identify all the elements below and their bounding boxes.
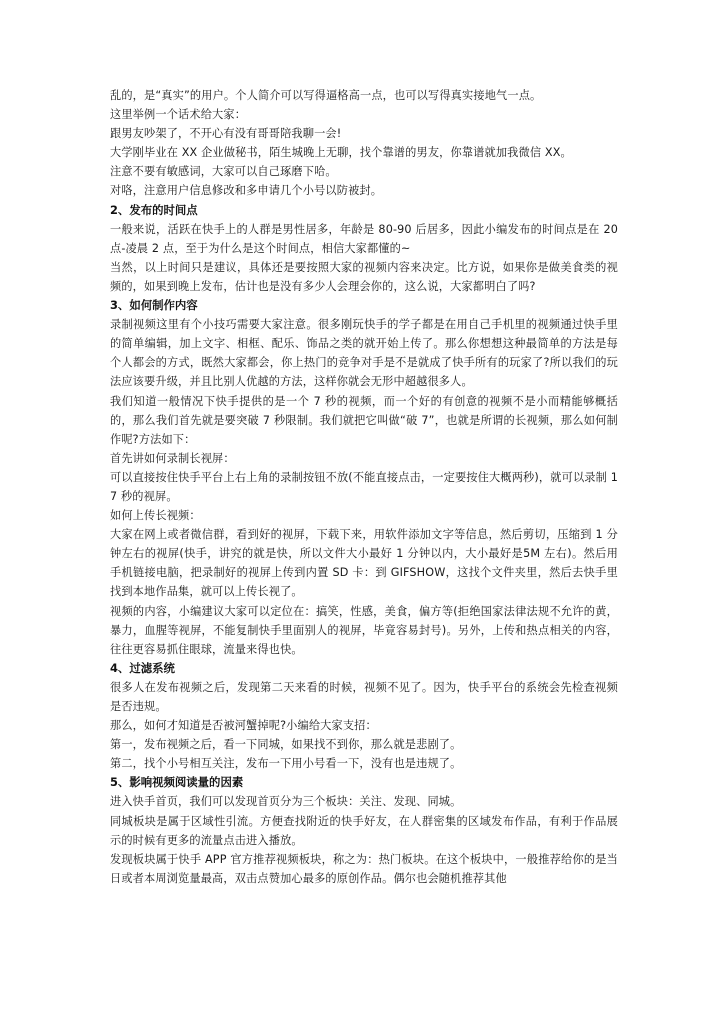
- paragraph-content-types: 视频的内容，小编建议大家可以定位在：搞笑，性感，美食，偏方等(拒绝国家法律法规不允许的黄，暴力，血腥等视屏，不能复制快手里面别人的视屏，毕竟容易封号)。另外，上传和热点相关的内容，往往更容易抓住眼球，流量来得也快。: [110, 604, 618, 656]
- paragraph-example-lead: 这里举例一个话术给大家：: [110, 108, 247, 122]
- paragraph-example-2: 大学刚毕业在 XX 企业做秘书，陌生城晚上无聊，找个靠谱的男友，你靠谱就加我微信 XX。: [110, 146, 572, 160]
- document-page: [110, 86, 618, 888]
- paragraph-intro-tail: 乱的，是“真实”的用户。个人简介可以写得逼格高一点，也可以写得真实接地气一点。: [110, 89, 542, 102]
- heading-publish-time: 2、发布的时间点: [110, 202, 198, 217]
- paragraph-local-section: 同城板块是属于区域性引流。方便查找附近的快手好友，在人群密集的区域发布作品，有利于作品展示的时候有更多的流量点击进入播放。: [110, 814, 618, 847]
- paragraph-filter-system: 很多人在发布视频之后，发现第二天来看的时候，视频不见了。因为，快手平台的系统会先检查视频是否违规。: [110, 680, 618, 713]
- paragraph-account-tip: 对咯，注意用户信息修改和多申请几个小号以防被封。: [110, 184, 383, 198]
- paragraph-homepage-sections: 进入快手首页，我们可以发现首页分为三个板块：关注、发现、同城。: [110, 795, 462, 809]
- paragraph-discover-section: 发现板块属于快手 APP 官方推荐视频板块，称之为：热门板块。在这个板块中，一般推荐给你的是当日或者本周浏览量最高，双击点赞加心最多的原创作品。偶尔也会随机推荐其他: [110, 852, 618, 885]
- paragraph-filter-tip-2: 第二，找个小号相互关注，发布一下用小号看一下，没有也是违规了。: [110, 757, 462, 771]
- paragraph-filter-tip-1: 第一，发布视频之后，看一下同城，如果找不到你，那么就是悲剧了。: [110, 738, 462, 752]
- heading-filter-system: 4、过滤系统: [110, 660, 175, 675]
- paragraph-record-long-lead: 首先讲如何录制长视屏：: [110, 451, 235, 465]
- paragraph-sensitive-words: 注意不要有敏感词，大家可以自己琢磨下哈。: [110, 165, 337, 179]
- paragraph-filter-tips-lead: 那么，如何才知道是否被河蟹掉呢?小编给大家支招：: [110, 719, 377, 733]
- heading-read-factors: 5、影响视频阅读量的因素: [110, 775, 244, 790]
- paragraph-break-7s: 我们知道一般情况下快手提供的是一个 7 秒的视频，而一个好的有创意的视频不是小而精能够概括的，那么我们首先就是要突破 7 秒限制。我们就把它叫做“破 7”，也就是所谓的长视频，那么如何制作呢?方法如下：: [110, 394, 618, 446]
- paragraph-example-1: 跟男友吵架了，不开心有没有哥哥陪我聊一会!: [110, 127, 342, 141]
- paragraph-recording-tip: 录制视频这里有个小技巧需要大家注意。很多刚玩快手的学子都是在用自己手机里的视频通过快手里的简单编辑，加上文字、相框、配乐、饰品之类的就开始上传了。那么你想想这种最简单的方法是每个人都会的方式，既然大家都会，你上热门的竞争对手是不是就成了快手所有的玩家了?所以我们的玩法应该要升级，并且比别人优越的方法，这样你就会无形中超越很多人。: [110, 318, 618, 389]
- paragraph-upload-long-lead: 如何上传长视频：: [110, 509, 201, 523]
- paragraph-time-advice: 当然，以上时间只是建议，具体还是要按照大家的视频内容来决定。比方说，如果你是做美食类的视频的，如果到晚上发布，估计也是没有多少人会理会你的，这么说，大家都明白了吗?: [110, 260, 618, 293]
- paragraph-upload-long: 大家在网上或者微信群，看到好的视屏，下载下来，用软件添加文字等信息，然后剪切，压缩到 1 分钟左右的视屏(快手，讲究的就是快，所以文件大小最好 1 分钟以内，大小最好是5M 左右)。然后用手机链接电脑，把录制好的视屏上传到内置 SD 卡：到 GIFSHOW，这找个文件夹里，然后去快手里找到本地作品集，就可以上传长视了。: [110, 528, 618, 599]
- heading-make-content: 3、如何制作内容: [110, 298, 198, 313]
- paragraph-publish-time: 一般来说，活跃在快手上的人群是男性居多，年龄是 80-90 后居多，因此小编发布的时间点是在 20 点-凌晨 2 点，至于为什么是这个时间点，相信大家都懂的~: [110, 222, 618, 255]
- paragraph-record-long: 可以直接按住快手平台上右上角的录制按钮不放(不能直接点击，一定要按住大概两秒)，就可以录制 17 秒的视屏。: [110, 470, 618, 503]
